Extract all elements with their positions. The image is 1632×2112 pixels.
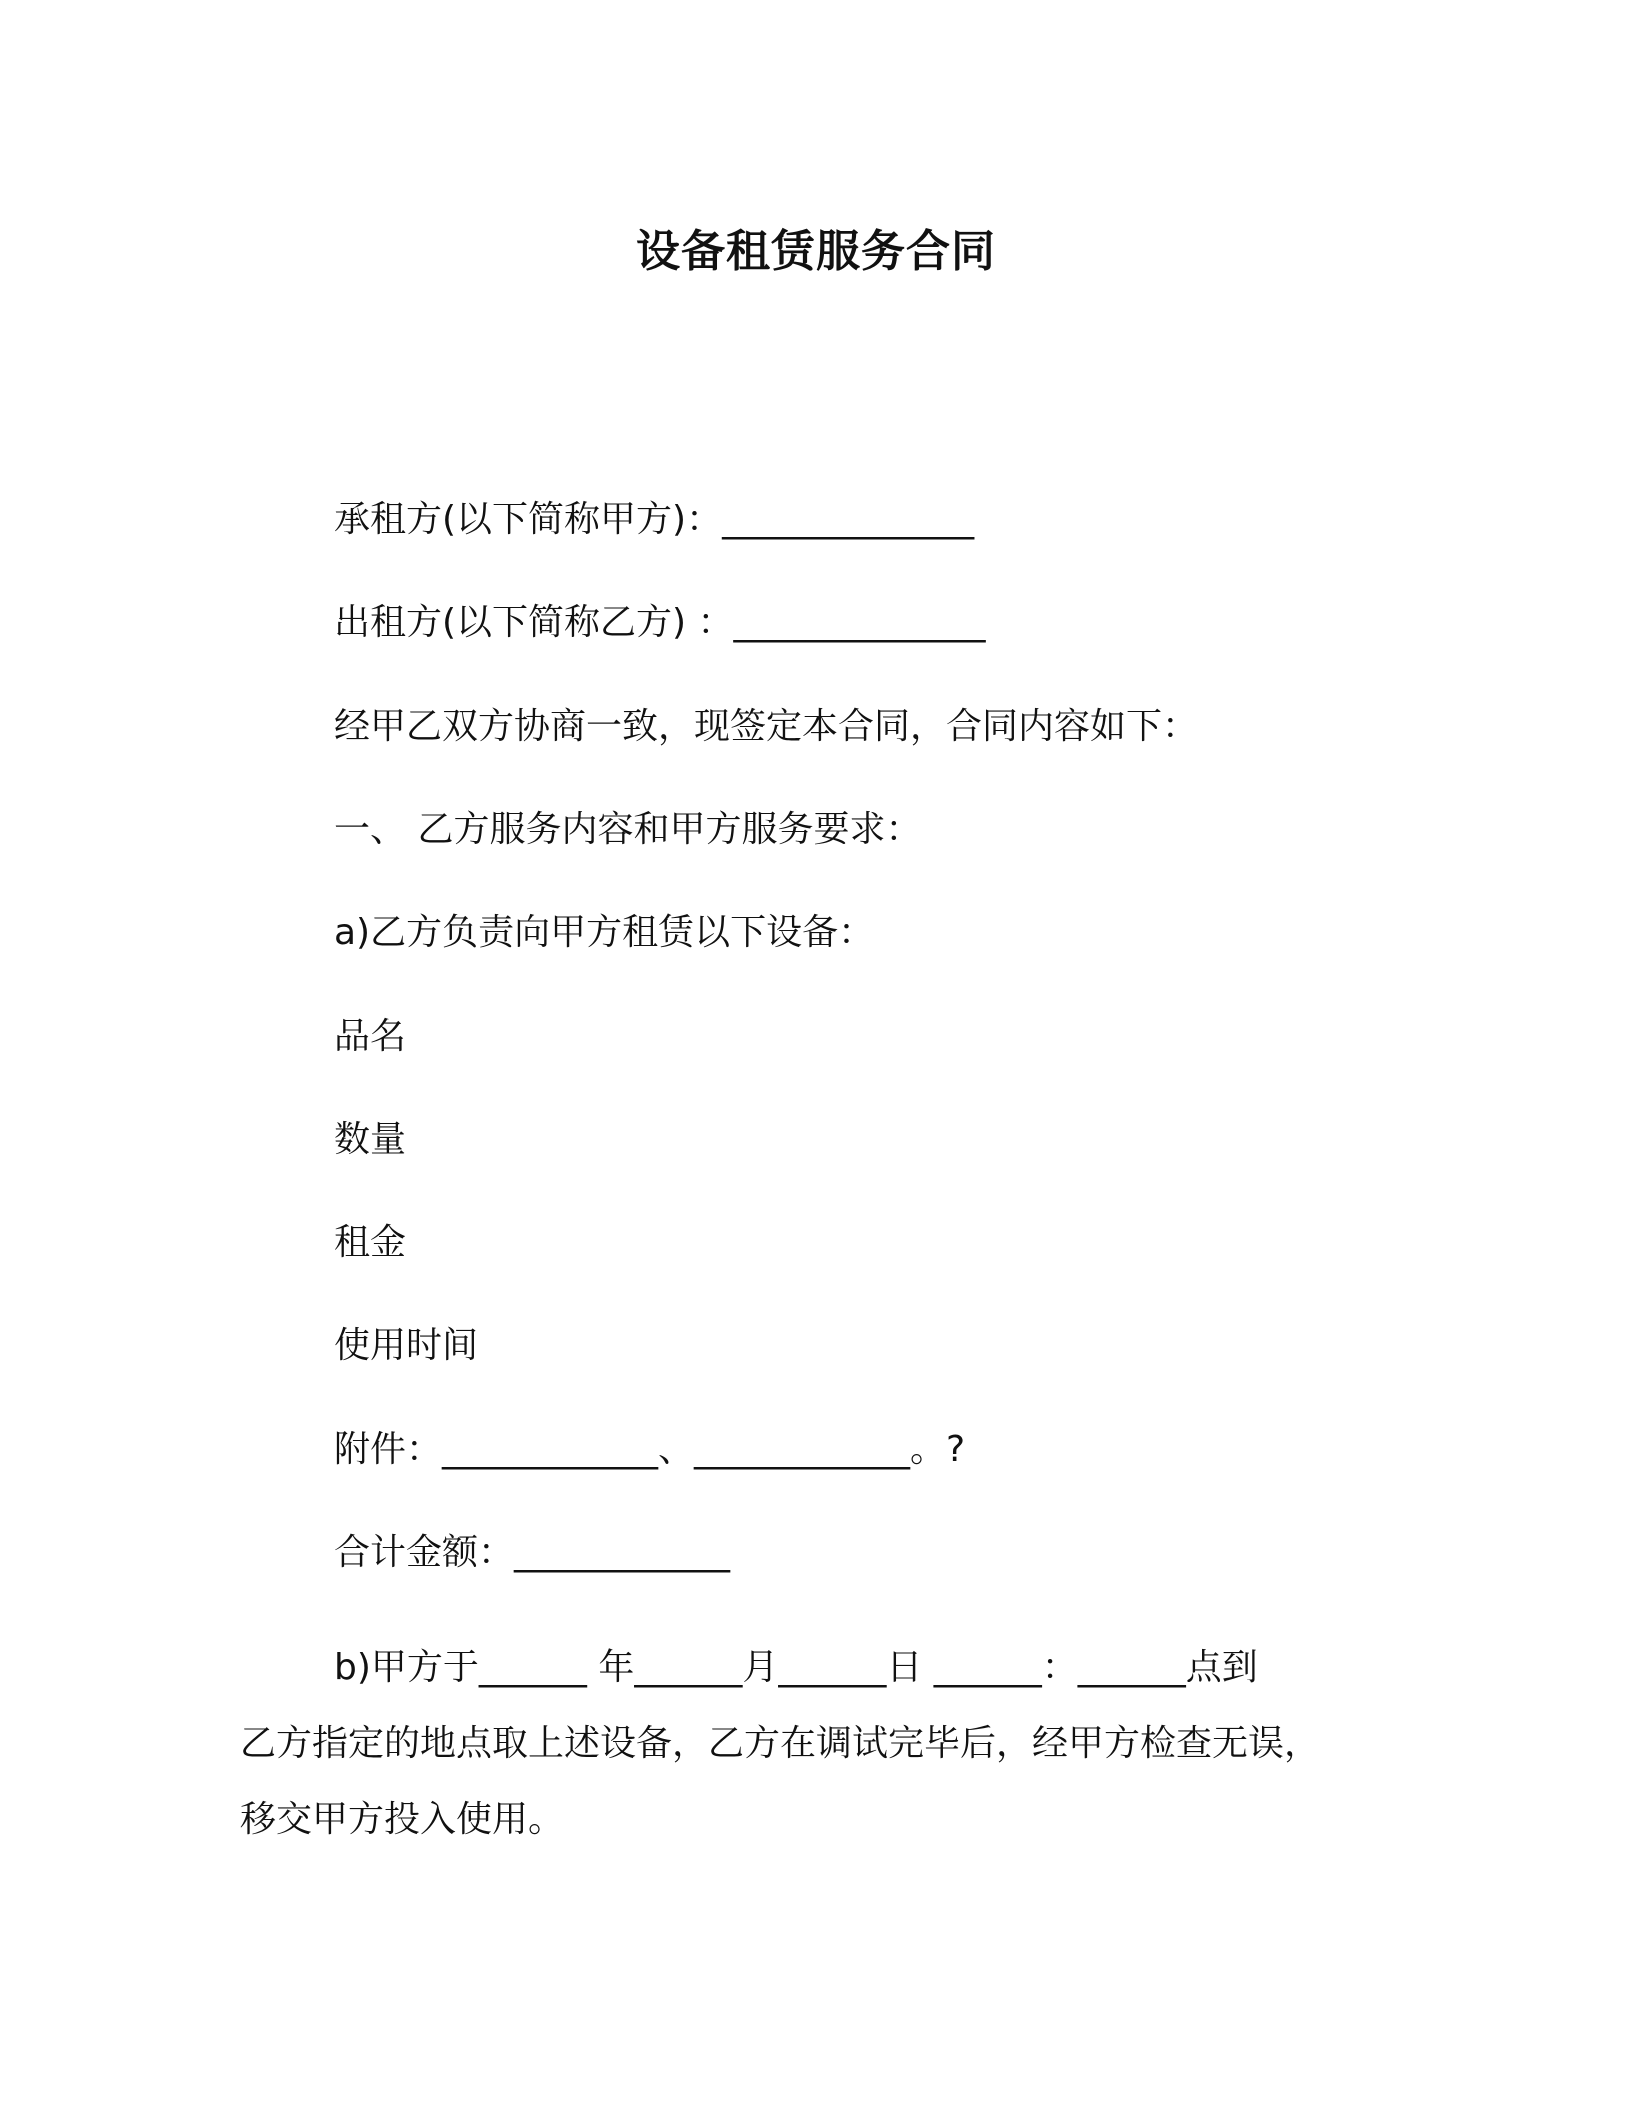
agreement-intro: 经甲乙双方协商一致，现签定本合同，合同内容如下： (334, 706, 1199, 747)
section-one-heading: 一、 乙方服务内容和甲方服务要求： (334, 809, 922, 850)
quantity-label: 数量 (334, 1119, 407, 1160)
rent-label: 租金 (334, 1222, 407, 1263)
item-b-paragraph (240, 1630, 1400, 1858)
item-b-line-1: b)甲方于______ 年______月______日 ______：______点到 (334, 1647, 1258, 1688)
lessor-line: 出租方(以下简称乙方) ：______________ (334, 602, 986, 643)
lessee-line: 承租方(以下简称甲方)：______________ (334, 499, 975, 540)
attachments-line: 附件：____________、____________。? (334, 1429, 966, 1470)
item-b-line-2: 乙方指定的地点取上述设备，乙方在调试完毕后，经甲方检查无误， (240, 1723, 1321, 1764)
document-title: 设备租赁服务合同 (636, 226, 996, 277)
item-name-label: 品名 (334, 1016, 407, 1057)
usage-time-label: 使用时间 (334, 1325, 479, 1366)
total-amount-line: 合计金额：____________ (334, 1532, 731, 1573)
item-a-line: a)乙方负责向甲方租赁以下设备： (334, 912, 875, 953)
item-b-line-3: 移交甲方投入使用。 (240, 1799, 565, 1840)
